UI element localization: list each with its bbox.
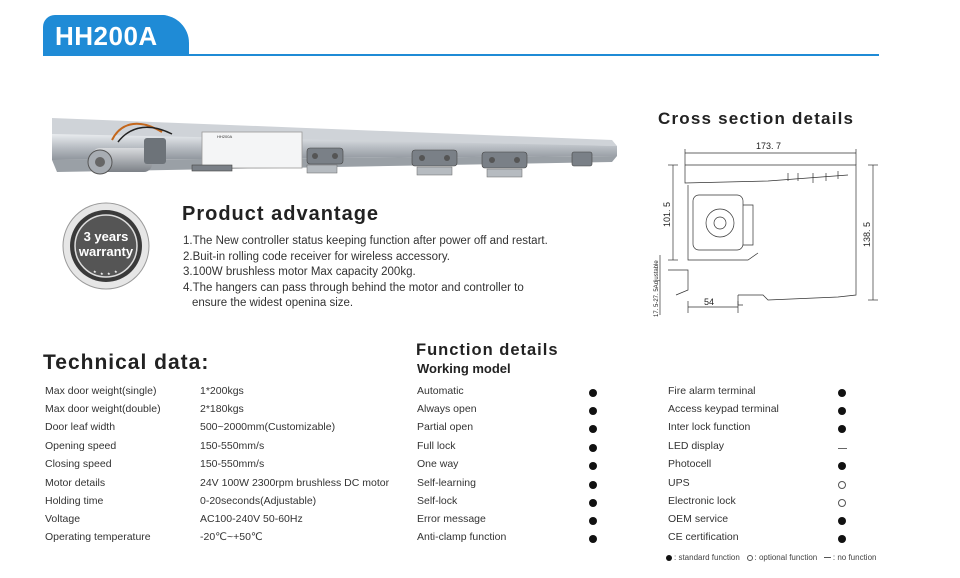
dim-adjustable: 17. 5-27. 5Adjustable	[654, 260, 660, 317]
header-rule	[43, 54, 879, 56]
no-function-dash-icon	[838, 448, 847, 449]
cross-section-drawing	[648, 135, 888, 320]
function-label: Full lock	[417, 440, 456, 452]
svg-text:★: ★	[100, 271, 104, 276]
standard-dot-icon	[589, 425, 597, 433]
function-label: Anti-clamp function	[417, 531, 507, 543]
svg-text:★: ★	[107, 271, 111, 276]
svg-text:★: ★	[93, 269, 97, 274]
warranty-line-2: warranty	[78, 244, 134, 259]
standard-dot-icon	[589, 407, 597, 415]
standard-dot-icon	[838, 389, 846, 397]
standard-dot-icon	[589, 517, 597, 525]
model-tab	[43, 15, 175, 55]
function-row	[417, 513, 486, 527]
function-row	[417, 477, 476, 491]
dim-height-left: 101. 5	[662, 201, 672, 227]
function-label: CE certification	[668, 531, 739, 543]
advantage-item: 4.The hangers can pass through behind the motor and controller to	[183, 281, 524, 294]
legend-optional-icon	[747, 555, 753, 561]
controller-label: HH200A	[217, 134, 233, 139]
function-row	[668, 385, 756, 399]
operator-illustration	[52, 110, 617, 185]
advantage-item: 2.Buit-in rolling code receiver for wireless accessory.	[183, 250, 450, 263]
advantage-item: 3.100W brushless motor Max capacity 200kg.	[183, 266, 416, 278]
standard-dot-icon	[838, 535, 846, 543]
legend-none: : no function	[832, 553, 877, 563]
cross-section-title: Cross section details	[658, 109, 855, 128]
tech-row: Opening speed 150-550mm/s	[45, 440, 265, 452]
advantage-list	[183, 234, 583, 312]
advantage-item: ensure the widest openina size.	[192, 297, 354, 309]
function-row	[417, 440, 456, 454]
function-label: Photocell	[668, 458, 712, 470]
function-label: Self-learning	[417, 477, 476, 489]
standard-dot-icon	[838, 425, 846, 433]
function-label: Always open	[417, 403, 477, 415]
function-label: Inter lock function	[668, 421, 751, 433]
legend-standard: : standard function	[674, 553, 740, 563]
warranty-text	[62, 229, 150, 259]
dim-bottom: 54	[704, 297, 715, 307]
standard-dot-icon	[838, 407, 846, 415]
dim-width: 173. 7	[756, 141, 782, 151]
function-label: One way	[417, 458, 459, 470]
function-label: Self-lock	[417, 495, 458, 507]
legend-standard-icon	[666, 555, 672, 561]
function-label: Automatic	[417, 385, 464, 397]
standard-dot-icon	[838, 517, 846, 525]
svg-text:★: ★	[114, 269, 118, 274]
function-row	[668, 440, 724, 454]
function-row	[417, 403, 477, 417]
function-label: LED display	[668, 440, 725, 452]
function-row	[668, 513, 728, 527]
tech-row: Holding time 0-20seconds(Adjustable)	[45, 495, 317, 507]
tech-row: Max door weight(single) 1*200kgs	[45, 385, 244, 397]
function-row	[668, 421, 750, 435]
function-label: Fire alarm terminal	[668, 385, 756, 397]
optional-circle-icon	[838, 499, 846, 507]
tech-row: Closing speed 150-550mm/s	[45, 458, 265, 470]
dim-height-right: 138. 5	[862, 221, 872, 247]
tech-row: Max door weight(double) 2*180kgs	[45, 403, 244, 415]
function-row	[417, 421, 473, 435]
optional-circle-icon	[838, 481, 846, 489]
advantage-item: 1.The New controller status keeping function after power off and restart.	[183, 235, 548, 247]
function-title: Function details	[416, 341, 559, 359]
advantage-title: Product advantage	[182, 203, 380, 225]
function-row	[417, 385, 464, 399]
standard-dot-icon	[589, 444, 597, 452]
standard-dot-icon	[838, 462, 846, 470]
function-legend	[666, 553, 876, 562]
function-row	[668, 495, 736, 509]
warranty-line-1: 3 years	[83, 229, 129, 244]
standard-dot-icon	[589, 499, 597, 507]
tech-row: Operating temperature -20℃~+50℃	[45, 531, 263, 543]
tech-row: Door leaf width 500~2000mm(Customizable)	[45, 421, 336, 433]
standard-dot-icon	[589, 462, 597, 470]
function-row	[417, 458, 458, 472]
function-subtitle: Working model	[417, 361, 511, 376]
function-label: UPS	[668, 477, 690, 489]
function-label: Electronic lock	[668, 495, 736, 507]
function-label: Access keypad terminal	[668, 403, 779, 415]
legend-optional: : optional function	[754, 553, 818, 563]
model-title: HH200A	[55, 21, 158, 51]
function-row	[417, 531, 506, 545]
standard-dot-icon	[589, 481, 597, 489]
function-row	[668, 458, 711, 472]
function-label: Error message	[417, 513, 486, 525]
function-label: OEM service	[668, 513, 729, 525]
legend-none-icon	[824, 557, 831, 558]
function-row	[668, 403, 779, 417]
tech-row: Voltage AC100-240V 50-60Hz	[45, 513, 303, 525]
standard-dot-icon	[589, 535, 597, 543]
function-row	[668, 477, 690, 491]
technical-title: Technical data:	[43, 351, 210, 374]
function-row	[668, 531, 739, 545]
standard-dot-icon	[589, 389, 597, 397]
function-label: Partial open	[417, 421, 474, 433]
function-row	[417, 495, 457, 509]
tech-row: Motor details 24V 100W 2300rpm brushless DC motor	[45, 477, 390, 489]
